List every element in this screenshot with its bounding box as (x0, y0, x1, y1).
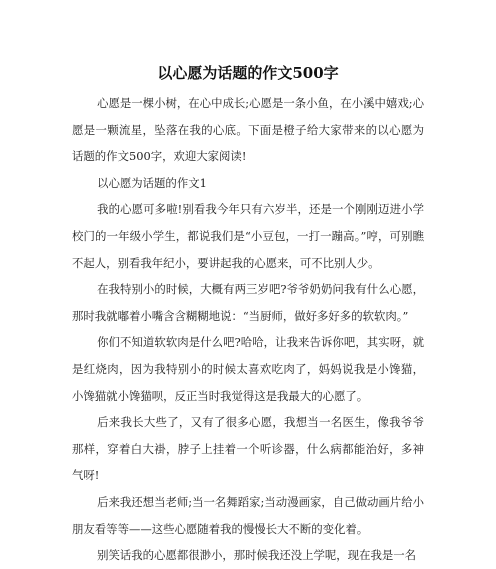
paragraph-subheading: 以心愿为话题的作文1 (97, 175, 207, 190)
paragraph-2: 在我特别小的时候，大概有两三岁吧?爷爷奶奶问我有什么心愿，那时我就嘟着小嘴含含糊糊地说：“当厨师，做好多好多的软软肉。” (72, 282, 424, 323)
paragraph-5: 后来我还想当老师;当一名舞蹈家;当动漫画家，自己做动画片给小朋友看等等——这些心愿随着我的慢慢长大不断的变化着。 (72, 494, 424, 536)
paragraph-intro: 心愿是一棵小树，在心中成长;心愿是一条小鱼，在小溪中嬉戏;心愿是一颗流星，坠落在我的心底。下面是橙子给大家带来的以心愿为话题的作文500字，欢迎大家阅读! (72, 96, 424, 164)
document-title: 以心愿为话题的作文500字 (157, 64, 339, 82)
paragraph-6: 别笑话我的心愿都很渺小，那时候我还没上学呢，现在我是一名 (97, 548, 417, 563)
paragraph-3: 你们不知道软软肉是什么吧?哈哈，让我来告诉你吧，其实呀，就是红烧肉，因为我特别小的时候太喜欢吃肉了，妈妈说我是小馋猫，小馋猫就小馋猫呗，反正当时我觉得这是我最大的心愿了。 (72, 335, 424, 403)
paragraph-4: 后来我长大些了，又有了很多心愿，我想当一名医生，像我爷爷那样，穿着白大褂，脖子上挂着一个听诊器，什么病都能治好，多神气呀! (72, 415, 424, 483)
paragraph-1: 我的心愿可多啦!别看我今年只有六岁半，还是一个刚刚迈进小学校门的一年级小学生，都说我们是“小豆包，一打一蹦高。”哼，可别瞧不起人，别看我年纪小，要讲起我的心愿来，可不比别人少。 (72, 202, 424, 270)
